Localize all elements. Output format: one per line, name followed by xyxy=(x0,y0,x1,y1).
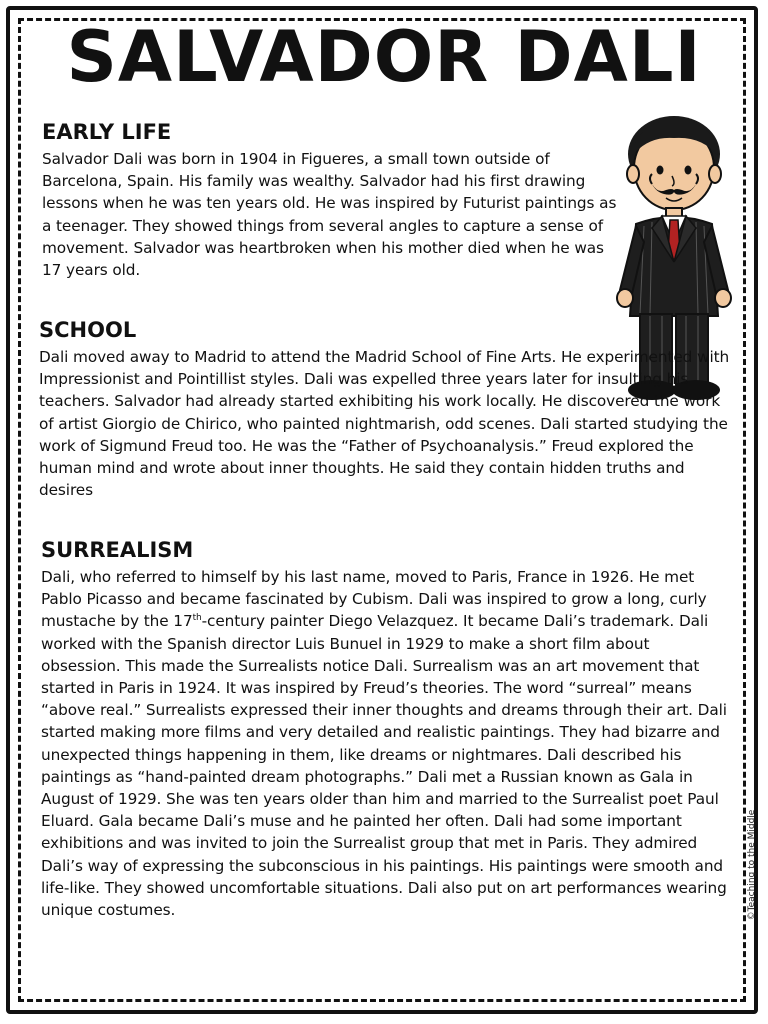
copyright-watermark: ©Teaching to the Middle xyxy=(747,809,757,921)
surrealism-text xyxy=(41,566,731,921)
page-title: SALVADOR DALI xyxy=(66,16,702,98)
ordinal-suffix: th xyxy=(192,613,202,624)
surrealism-text-part-2: -century painter Diego Velazquez. It became Dali’s trademark. Dali worked with the Spanish director Luis Bunuel in 1929 to make a short film about obsession. This made the Surrealists notice Dali. Surrealism was an art movement that started in Paris in 1924. It was inspired by Freud’s theories. The word “surreal” means “above real.” Surrealists expressed their inner thoughts and dreams through their art. Dali started making more films and very detailed and realistic paintings. They had bizarre and unexpected things happening in them, like dreams or nightmares. Dali described his paintings as “hand-painted dream photographs.” Dali met a Russian known as Gala in August of 1929. She was ten years older than him and married to the Surrealist poet Paul Eluard. Gala became Dali’s muse and he painted her often. Dali had some important exhibitions and was invited to join the Surrealist group that met in Paris. They admired Dali’s way of expressing the subconscious in his paintings. His paintings were smooth and life-like. They showed uncomfortable situations. Dali also put on art performances wearing unique costumes. xyxy=(41,612,727,920)
early-life-text: Salvador Dali was born in 1904 in Figueres, a small town outside of Barcelona, Spain. His family was wealthy. Salvador had his first drawing lessons when he was ten years old. He was inspired by Futurist paintings as a teenager. They showed things from several angles to capture a sense of movement. Salvador was heartbroken when his mother died when he was 17 years old. xyxy=(42,150,617,280)
surrealism-heading: SURREALISM xyxy=(41,538,194,562)
surrealism-text-part-1: Dali, who referred to himself by his last name, moved to Paris, France in 1926. He met Pablo Picasso and became fascinated by Cubism. Dali was inspired to grow a long, curly mustache by the 17 xyxy=(41,568,707,631)
school-heading: SCHOOL xyxy=(39,318,137,342)
early-life-heading: EARLY LIFE xyxy=(42,120,172,144)
school-text: Dali moved away to Madrid to attend the Madrid School of Fine Arts. He experimented with Impressionist and Pointillist styles. Dali was expelled three years later for insulting his teachers. Salvador had already started exhibiting his work locally. He discovered the work of artist Giorgio de Chirico, who painted nightmarish, odd scenes. Dali started studying the work of Sigmund Freud too. He was the “Father of Psychoanalysis.” Freud explored the human mind and wrote about inner thoughts. He said they contain hidden truths and desires xyxy=(39,348,730,500)
